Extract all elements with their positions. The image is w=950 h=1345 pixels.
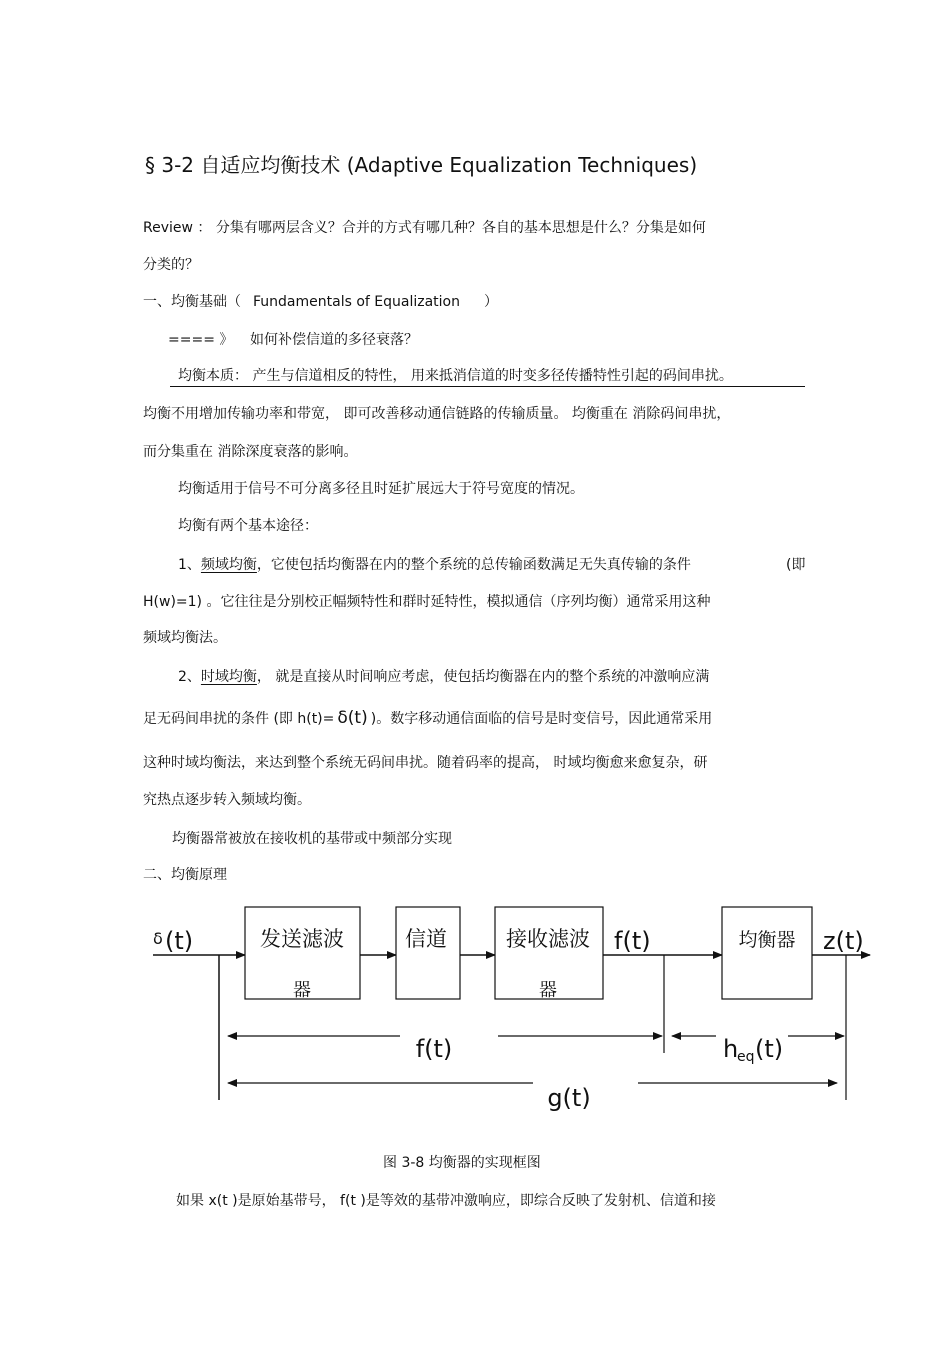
section-1-heading-suffix: ） [483,294,498,310]
item-1-line-1 [178,556,691,574]
essence-text: 均衡本质： 产生与信道相反的特性， 用来抵消信道的时变多径传播特性引起的码间串扰。 [178,368,733,384]
section-2-heading: 二、均衡原理 [143,867,227,883]
section-1-heading-prefix: 一、均衡基础（ [143,294,241,310]
question-text: 如何补偿信道的多径衰落？ [250,332,418,348]
item-2-line-2-a: 足无码间串扰的条件 (即 h(t)= [143,711,335,727]
span-heq-sub: eq [737,1049,755,1065]
paragraph-3: 均衡有两个基本途径： [178,518,318,534]
review-line-1: Review ： 分集有哪两层含义？合并的方式有哪几种？各自的基本思想是什么？分集是如何 [143,220,706,236]
paragraph-1-line-1: 均衡不用增加传输功率和带宽， 即可改善移动通信链路的传输质量。 均衡重在 消除码间串扰， [143,406,731,422]
item-2-number: 2、 [178,669,201,685]
span-f-label: f(t) [415,1035,453,1063]
item-2-line-1 [178,668,709,686]
equalizer-block-diagram [0,890,950,1130]
output-label: z(t) [823,927,864,955]
item-2-rest: ， 就是直接从时间响应考虑，使包括均衡器在内的整个系统的冲激响应满 [256,669,710,685]
item-2-line-2-b: )。数字移动通信面临的信号是时变信号，因此通常采用 [370,711,713,727]
figure-caption: 图 3-8 均衡器的实现框图 [383,1155,541,1171]
essence-underline [170,386,805,387]
item-2-line-2 [143,709,712,728]
item-2-line-4: 究热点逐步转入频域均衡。 [143,792,311,808]
span-heq-h: h [723,1035,739,1063]
item-1-rest: ，它使包括均衡器在内的整个系统的总传输函数满足无失真传输的条件 [256,557,691,573]
item-1-line-2: H(w)=1) 。它往往是分别校正幅频特性和群时延特性，模拟通信（序列均衡）通常采用这种 [143,594,711,610]
input-label-delta: δ [153,929,163,948]
paragraph-1-line-2: 而分集重在 消除深度衰落的影响。 [143,444,358,460]
mid-signal-label: f(t) [614,927,651,955]
item-1-number: 1、 [178,557,201,573]
item-2-line-3: 这种时域均衡法，来达到整个系统无码间串扰。随着码率的提高， 时域均衡愈来愈复杂，研 [143,755,708,771]
channel-block [396,907,460,999]
transmit-filter-label-2: 器 [293,980,311,1001]
item-1-term: 频域均衡 [200,557,257,573]
item-2-term: 时域均衡 [200,669,257,685]
section-1-heading-en: Fundamentals of Equalization [253,294,460,310]
review-line-2: 分类的？ [143,257,199,273]
item-2-delta: δ(t) [337,708,368,728]
item-1-paren: (即 [786,557,806,573]
page-title: § 3-2 自适应均衡技术 (Adaptive Equalization Techniques) [145,153,698,177]
arrow-marker: ==== 》 [168,332,234,348]
paragraph-2: 均衡适用于信号不可分离多径且时延扩展远大于符号宽度的情况。 [178,481,584,497]
section-1-heading [143,293,498,311]
transmit-filter-label-1: 发送滤波 [260,927,344,951]
span-heq-t: (t) [755,1035,784,1063]
receive-filter-label-1: 接收滤波 [506,927,590,951]
input-label-t: (t) [165,927,194,955]
equalizer-block [722,907,812,999]
paragraph-4: 均衡器常被放在接收机的基带或中频部分实现 [172,831,452,847]
equalizer-label: 均衡器 [738,929,796,951]
receive-filter-label-2: 器 [539,980,557,1001]
channel-label: 信道 [405,927,447,951]
span-g-label: g(t) [547,1084,591,1112]
item-1-line-3: 频域均衡法。 [143,630,227,646]
last-paragraph-line: 如果 x(t )是原始基带号， f(t )是等效的基带冲激响应，即综合反映了发射机、信道和接 [176,1193,716,1209]
